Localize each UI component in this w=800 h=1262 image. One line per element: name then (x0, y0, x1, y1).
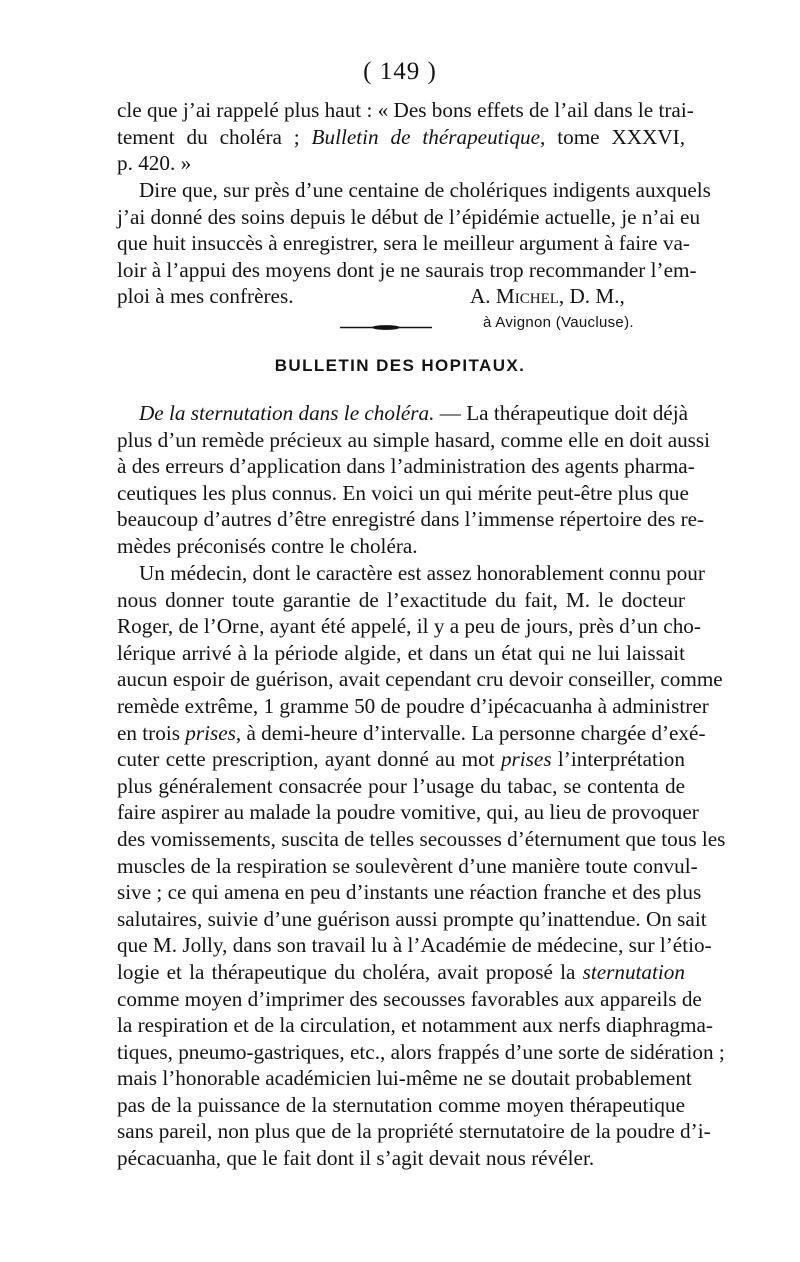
text-line (117, 97, 694, 124)
text-line: ceutiques les plus connus. En voici un qui mérite peut-être plus que (117, 480, 689, 505)
text-line: aucun espoir de guérison, avait cependant cru devoir conseiller, comme (117, 667, 723, 692)
text-line (117, 124, 685, 151)
signature-place: à Avignon (Vaucluse). (483, 313, 634, 331)
text-segment: cle que j’ai rappelé plus haut : « Des bons effets de l’ail dans le trai- (117, 98, 694, 122)
text-line: que huit insuccès à enregistrer, sera le meilleur argument à faire va- (117, 231, 690, 256)
emphasis-word: prises (500, 747, 552, 772)
journal-title: Bulletin de thérapeutique (311, 124, 541, 149)
text-line: muscles de la respiration se soulevèrent d’une manière toute convul- (117, 853, 698, 878)
text-segment: , à demi-heure d’intervalle. La personne chargée d’exé- (235, 720, 706, 745)
emphasis-word: sternutation (582, 959, 685, 984)
text-line: Dire que, sur près d’une centaine de cholériques indigents auxquels (139, 178, 711, 202)
text-line (117, 746, 685, 773)
text-line: plus d’un remède précieux au simple hasard, comme elle en doit aussi (117, 427, 711, 452)
text-segment: — La thérapeutique doit déjà (434, 401, 688, 425)
section-heading: BULLETIN DES HOPITAUX. (274, 356, 526, 375)
text-line: tiques, pneumo-gastriques, etc., alors frappés d’une sorte de sidération ; (117, 1039, 725, 1064)
text-line (117, 720, 706, 747)
signature-name: A. Michel, D. M., (470, 284, 625, 309)
text-line: nous donner toute garantie de l’exactitude du fait, M. le docteur (117, 587, 685, 612)
text-segment: l’interprétation (551, 747, 685, 772)
text-line: salutaires, suivie d’une guérison aussi prompte qu’inattendue. On sait (117, 906, 707, 931)
text-line (117, 959, 685, 986)
text-line: à des erreurs d’application dans l’administration des agents pharma- (117, 454, 695, 479)
article-title: De la sternutation dans le choléra. (139, 401, 435, 425)
text-line: loir à l’appui des moyens dont je ne saurais trop recommander l’em- (117, 257, 697, 282)
text-line: plus généralement consacrée pour l’usage du tabac, se contenta de (117, 773, 685, 798)
text-line: pécacuanha, que le fait dont il s’agit devait nous révéler. (117, 1146, 595, 1171)
page-number: ( 149 ) (363, 58, 437, 85)
text-segment: ploi à mes confrères. (117, 284, 294, 309)
text-line: j’ai donné des soins depuis le début de l’épidémie actuelle, je n’ai eu (117, 204, 701, 229)
article-second-paragraph (117, 560, 726, 1172)
text-line: comme moyen d’imprimer des secousses favorables aux appareils de (117, 986, 702, 1011)
text-line: faire aspirer au malade la poudre vomitive, qui, au lieu de provoquer (117, 800, 699, 825)
text-line: lérique arrivé à la période algide, et dans un état qui ne lui laissait (117, 640, 685, 665)
text-segment: cuter cette prescription, ayant donné au mot (117, 747, 501, 772)
text-line: des vomissements, suscita de telles secousses d’éternument que tous les (117, 826, 726, 851)
text-line: sans pareil, non plus que de la propriété sternutatoire de la poudre d’i- (117, 1119, 711, 1144)
closing-paragraph (117, 177, 711, 332)
text-line (117, 283, 685, 310)
text-line: que M. Jolly, dans son travail lu à l’Académie de médecine, sur l’étio- (117, 933, 712, 958)
ornamental-divider (340, 325, 432, 330)
text-line: beaucoup d’autres d’être enregistré dans l’immense répertoire des re- (117, 507, 705, 532)
text-segment: en trois (117, 720, 186, 745)
text-segment: tement du choléra ; (117, 124, 312, 149)
text-line: pas de la puissance de la sternutation comme moyen thérapeutique (117, 1092, 685, 1117)
text-line: la respiration et de la circulation, et notamment aux nerfs diaphragma- (117, 1013, 713, 1038)
text-line: mais l’honorable académicien lui-même ne se doutait probablement (117, 1066, 692, 1091)
text-line: remède extrême, 1 gramme 50 de poudre d’ipécacuanha à administrer (117, 693, 709, 718)
text-segment: logie et la thérapeutique du choléra, avait proposé la (117, 959, 583, 984)
text-line: Roger, de l’Orne, ayant été appelé, il y a peu de jours, près d’un cho- (117, 614, 701, 639)
article-first-paragraph (117, 400, 711, 560)
emphasis-word: prises (185, 720, 236, 745)
text-line: Un médecin, dont le caractère est assez honorablement connu pour (139, 561, 705, 585)
text-line: sive ; ce qui amena en peu d’instants une réaction franche et des plus (117, 880, 702, 905)
continued-paragraph (117, 97, 694, 177)
text-segment: , tome XXXVI, (540, 124, 685, 149)
text-line (117, 400, 688, 427)
text-line: mèdes préconisés contre le choléra. (117, 533, 418, 558)
text-line: p. 420. » (117, 151, 192, 176)
